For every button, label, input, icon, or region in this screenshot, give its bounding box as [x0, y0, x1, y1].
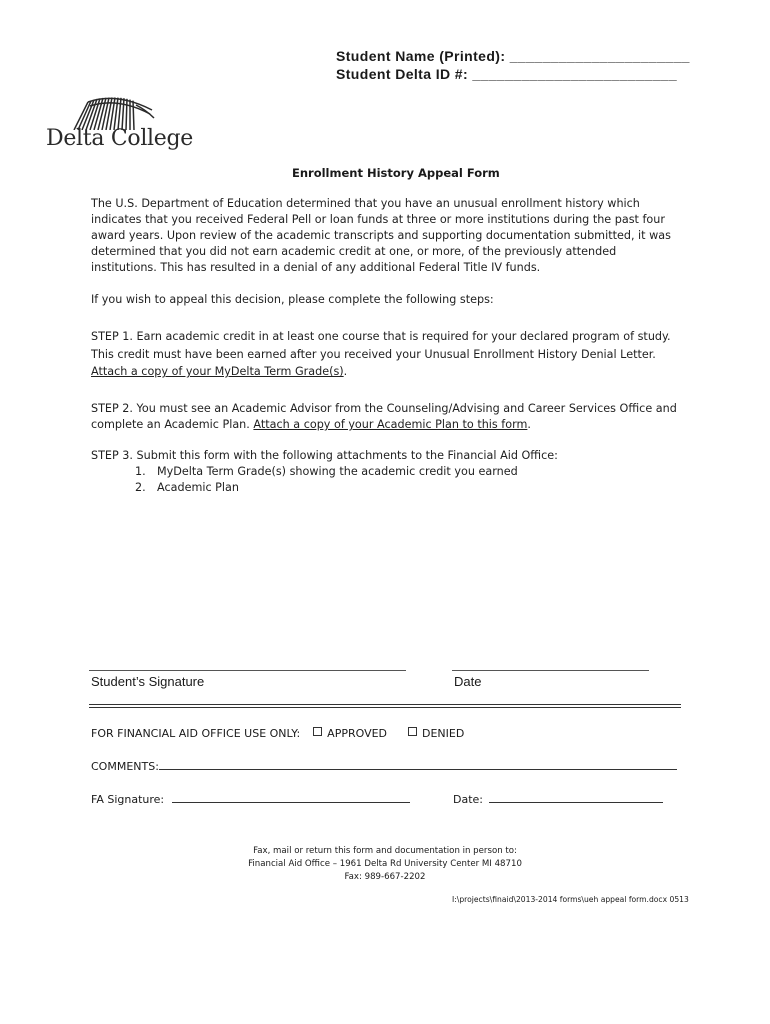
approved-label: APPROVED	[327, 727, 388, 740]
student-signature-line[interactable]	[89, 670, 406, 671]
fa-date-line	[453, 791, 663, 806]
fa-date-label: Date:	[453, 793, 483, 806]
step-1-text: STEP 1. Earn academic credit in at least one course that is required for your declared program of study. This credit must have been earned after you received your Unusual Enrollment History Denial Letter.	[91, 330, 671, 361]
student-name-field[interactable]: ______________________	[509, 48, 690, 64]
student-date-label: Date	[454, 674, 482, 689]
appeal-prompt: If you wish to appeal this decision, please complete the following steps:	[91, 293, 494, 306]
fa-signature-line	[91, 791, 410, 806]
fa-signature-field[interactable]	[172, 791, 410, 803]
student-name-line	[336, 48, 690, 64]
step-3-text: STEP 3. Submit this form with the following attachments to the Financial Aid Office:	[91, 449, 558, 462]
denied-label: DENIED	[422, 727, 465, 740]
student-id-line	[336, 66, 677, 82]
denied-checkbox[interactable]	[408, 727, 417, 736]
student-name-label: Student Name (Printed):	[336, 48, 510, 64]
fa-date-field[interactable]	[489, 791, 663, 803]
attachment-list	[135, 464, 681, 496]
step-3	[91, 448, 681, 496]
list-item: 2. Academic Plan	[135, 481, 239, 494]
comments-label: COMMENTS:	[91, 760, 159, 773]
step-2-attach-instruction: Attach a copy of your Academic Plan to this form	[253, 418, 528, 431]
footer-line-2: Financial Aid Office – 1961 Delta Rd University Center MI 48710	[248, 859, 522, 869]
approved-checkbox[interactable]	[313, 727, 322, 736]
denied-option	[408, 727, 464, 740]
divider-top	[89, 704, 681, 705]
step-1-attach-instruction: Attach a copy of your MyDelta Term Grade(s)	[91, 365, 344, 378]
step-2-text: STEP 2. You must see an Academic Advisor from the Counseling/Advising and Career Services Office and complete an Academic Plan.	[91, 402, 677, 431]
form-title: Enrollment History Appeal Form	[292, 166, 500, 180]
office-use-label: FOR FINANCIAL AID OFFICE USE ONLY:	[91, 727, 301, 740]
step-2: STEP 2. You must see an Academic Advisor from the Counseling/Advising and Career Services Office and complete an Academic Plan. Attach a copy of your Academic Plan to this form.	[91, 402, 677, 431]
fa-signature-label: FA Signature:	[91, 793, 165, 806]
list-item: 1. MyDelta Term Grade(s) showing the academic credit you earned	[135, 465, 518, 478]
student-date-line[interactable]	[452, 670, 649, 671]
step-1: STEP 1. Earn academic credit in at least one course that is required for your declared program of study. This credit must have been earned after you received your Unusual Enrollment History Denial Letter. Attach a copy of your MyDelta Term Grade(s).	[91, 330, 671, 378]
logo-wordmark: Delta College	[46, 126, 194, 151]
office-use-line	[91, 727, 387, 740]
footer-contact	[180, 845, 590, 884]
file-path: I:\projects\finaid\2013-2014 forms\ueh appeal form.docx 0513	[452, 895, 689, 904]
student-signature-label: Student’s Signature	[91, 674, 205, 689]
comments-field[interactable]	[159, 758, 677, 770]
intro-paragraph: The U.S. Department of Education determined that you have an unusual enrollment history which indicates that you received Federal Pell or loan funds at three or more institutions during the past four award years. Upon review of the academic transcripts and supporting documentation submitted, it was determined that you did not earn academic credit at one, or more, of the previously attended institutions. This has resulted in a denial of any additional Federal Title IV funds.	[91, 197, 671, 274]
student-id-field[interactable]: _________________________	[472, 66, 678, 82]
student-id-label: Student Delta ID #:	[336, 66, 473, 82]
footer-line-3: Fax: 989-667-2202	[344, 872, 426, 882]
divider-bottom	[89, 707, 681, 708]
comments-line	[91, 758, 677, 773]
footer-line-1: Fax, mail or return this form and documentation in person to:	[253, 846, 517, 856]
